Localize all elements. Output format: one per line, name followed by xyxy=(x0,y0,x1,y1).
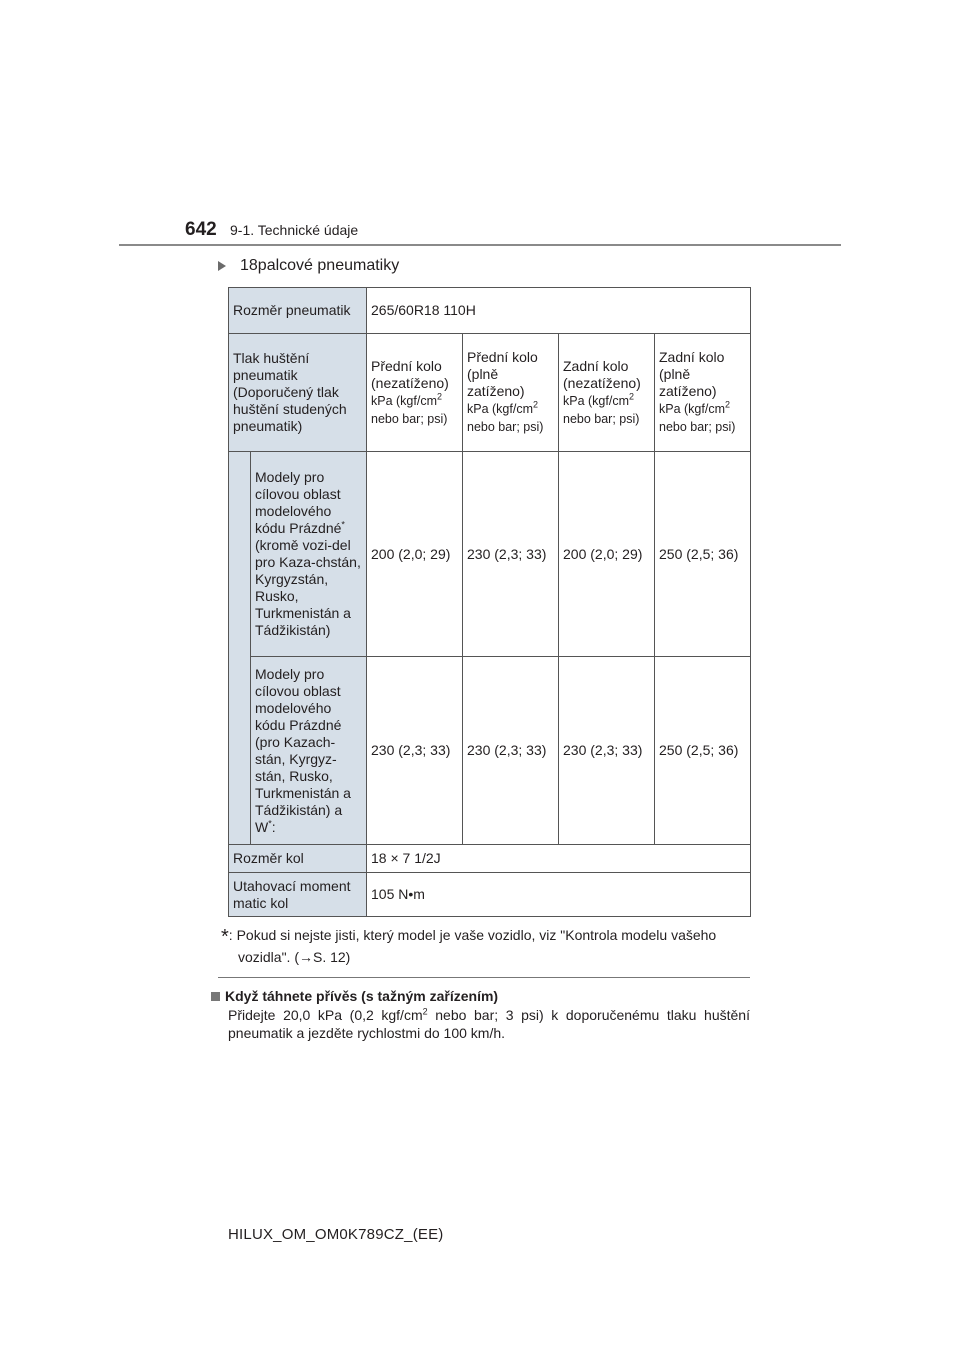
chapter-title: 9-1. Technické údaje xyxy=(230,222,359,238)
note-heading xyxy=(211,988,498,1004)
note-heading-text: Když táhnete přívěs (s tažným zařízením) xyxy=(225,988,499,1004)
table-row xyxy=(229,334,751,452)
footnote-marker: * xyxy=(221,926,229,948)
table-row xyxy=(229,873,751,917)
torque-label: Utahovací moment matic kol xyxy=(229,873,367,917)
table-row xyxy=(229,845,751,873)
pressure-value: 250 (2,5; 36) xyxy=(655,452,751,657)
section-heading xyxy=(218,257,399,275)
column-header: Přední kolo (plně zatíženo) kPa ($kgf/cm^2$ nebo bar; psi) xyxy=(463,334,559,452)
pressure-value: 200 (2,0; 29) xyxy=(559,452,655,657)
note-divider xyxy=(218,977,750,978)
pressure-value: 200 (2,0; 29) xyxy=(367,452,463,657)
footnote-text-cont: vozidla". (→S. 12) xyxy=(238,949,351,965)
table-row xyxy=(229,288,751,334)
section-heading-text: 18palcové pneumatiky xyxy=(240,257,400,274)
table-row xyxy=(229,657,751,845)
pressure-value: 230 (2,3; 33) xyxy=(559,657,655,845)
footnote xyxy=(221,925,751,967)
triangle-bullet-icon xyxy=(218,261,226,271)
document-code: HILUX_OM_OM0K789CZ_(EE) xyxy=(228,1226,444,1243)
tire-spec-table xyxy=(228,287,751,917)
pressure-value: 250 (2,5; 36) xyxy=(655,657,751,845)
column-header: Zadní kolo (plně zatíženo) kPa ($kgf/cm^2$ nebo bar; psi) xyxy=(655,334,751,452)
tire-size-value: 265/60R18 110H xyxy=(367,288,751,334)
footnote-text: : Pokud si nejste jisti, který model je vaše vozidlo, viz "Kontrola modelu vašeho xyxy=(228,927,717,943)
wheel-size-label: Rozměr kol xyxy=(229,845,367,873)
table-row xyxy=(229,452,751,657)
torque-value: 105 N•m xyxy=(367,873,751,917)
tire-size-label: Rozměr pneumatik xyxy=(229,288,367,334)
pressure-label: Tlak huštění pneumatik (Doporučený tlak huštění studených pneumatik) xyxy=(229,334,367,452)
pressure-value: 230 (2,3; 33) xyxy=(463,657,559,845)
page-number: 642 xyxy=(185,219,217,240)
column-header: Přední kolo (nezatíženo) kPa ($kgf/cm^2$ nebo bar; psi) xyxy=(367,334,463,452)
model-group-label: Modely pro cílovou oblast modelového kódu Prázdné (pro Kazach-stán, Kyrgyz-stán, Rusko, Turkmenistán a Tádžikistán) a W*: xyxy=(251,657,367,845)
pressure-value: 230 (2,3; 33) xyxy=(367,657,463,845)
model-group-label: Modely pro cílovou oblast modelového kódu Prázdné* (kromě vozi-del pro Kaza-chstán, Kyrgyzstán, Rusko, Turkmenistán a Tádžikistán) xyxy=(251,452,367,657)
indent-cell xyxy=(229,452,251,845)
pressure-value: 230 (2,3; 33) xyxy=(463,452,559,657)
note-body: Přidejte 20,0 kPa (0,2 kgf/$cm^2$ nebo bar; 3 psi) k doporučenému tlaku huštění pneumatik a jezděte rychlostmi do 100 km/h. xyxy=(228,1006,750,1041)
square-bullet-icon xyxy=(211,992,220,1001)
column-header: Zadní kolo (nezatíženo) kPa ($kgf/cm^2$ nebo bar; psi) xyxy=(559,334,655,452)
header-divider xyxy=(119,244,841,246)
wheel-size-value: 18 × 7 1/2J xyxy=(367,845,751,873)
